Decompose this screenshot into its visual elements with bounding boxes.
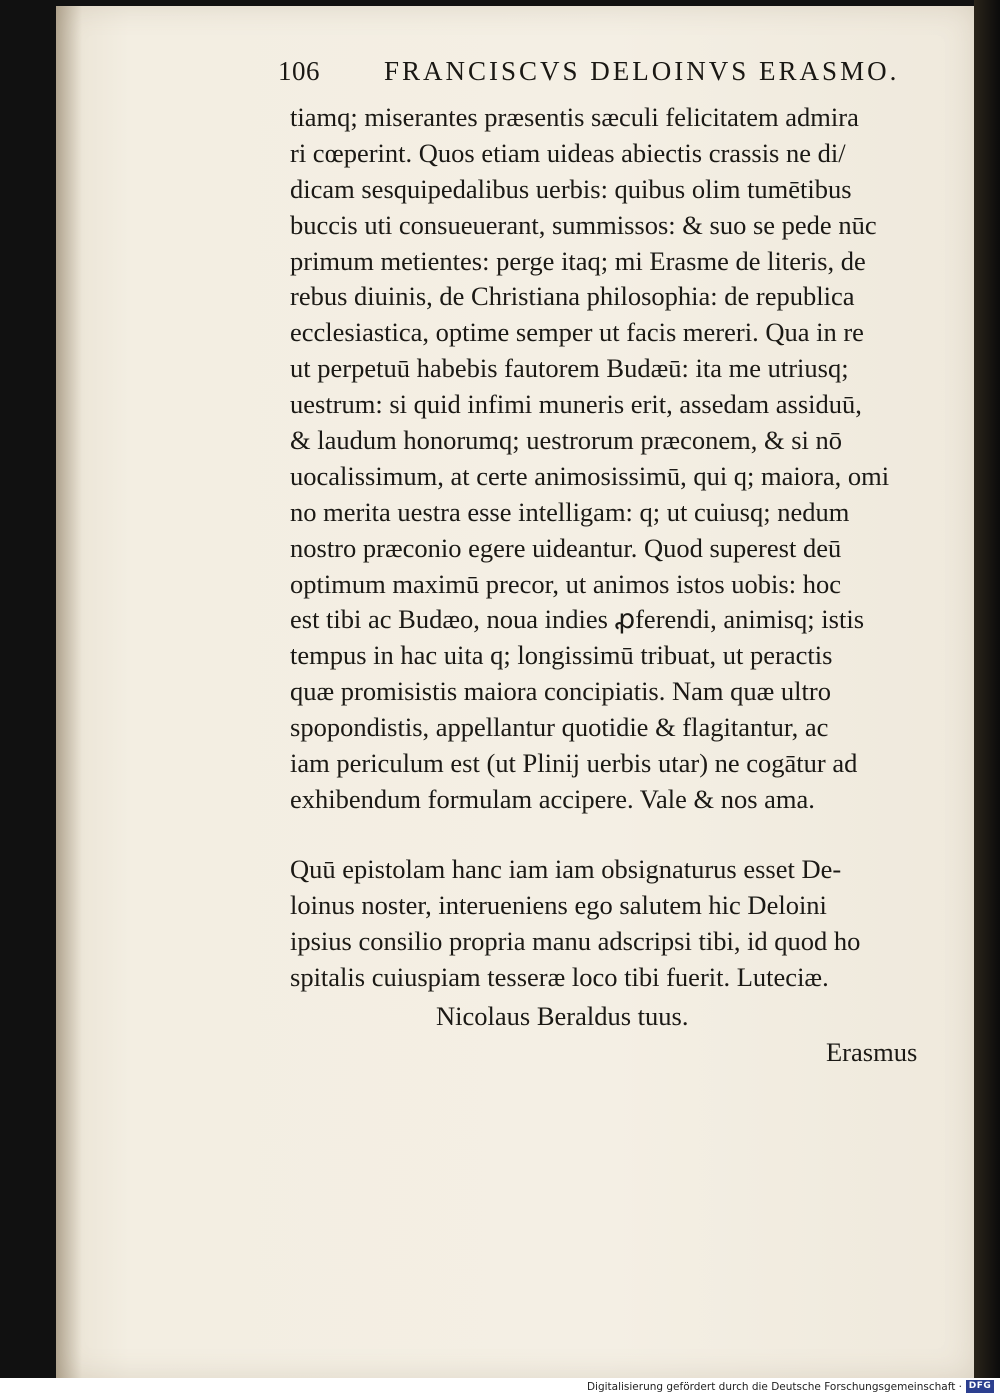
text-line: buccis uti consueuerant, summissos: & suo se pede nūc — [290, 209, 877, 240]
text-line: optimum maximū precor, ut animos istos uobis: hoc — [290, 568, 841, 599]
funding-credit: Digitalisierung gefördert durch die Deutsche Forschungsgemeinschaft · — [586, 1381, 962, 1393]
signature: Nicolaus Beraldus tuus. — [436, 1001, 689, 1031]
text-line: uocalissimum, at certe animosissimū, qui q; maiora, omi — [290, 460, 890, 491]
text-line: ecclesiastica, optime semper ut facis mereri. Qua in re — [290, 317, 864, 348]
gutter-shadow — [56, 6, 82, 1378]
adjacent-page-edge — [974, 0, 1000, 1378]
page-number: 106 — [278, 56, 320, 86]
postscript — [290, 852, 950, 996]
text-line: loinus noster, interueniens ego salutem hic Deloini — [290, 889, 827, 920]
text-line: ipsius consilio propria manu adscripsi tibi, id quod ho — [290, 925, 861, 956]
text-line: ri cœperint. Quos etiam uideas abiectis crassis ne di/ — [290, 137, 846, 168]
text-line: iam periculum est (ut Plinij uerbis utar) ne cogātur ad — [290, 748, 858, 779]
text-line: dicam sesquipedalibus uerbis: quibus olim tumētibus — [290, 173, 852, 204]
text-line: & laudum honorumq; uestrorum præconem, & si nō — [290, 425, 843, 456]
text-line: nostro præconio egere uideantur. Quod superest deū — [290, 532, 842, 563]
footer-bar — [0, 1378, 1000, 1396]
text-line: exhibendum formulam accipere. Vale & nos ama. — [290, 783, 815, 814]
text-line: tempus in hac uita q; longissimū tribuat, ut peractis — [290, 640, 833, 671]
text-line: rebus diuinis, de Christiana philosophia: de republica — [290, 281, 855, 312]
text-line: ut perpetuū habebis fautorem Budæū: ita me utriusq; — [290, 353, 849, 384]
running-title: FRANCISCVS DELOINVS ERASMO. — [384, 56, 900, 86]
catchword: Erasmus — [826, 1037, 918, 1067]
text-line: primum metientes: perge itaq; mi Erasme de literis, de — [290, 245, 866, 276]
text-line: tiamq; miserantes præsentis sæculi felicitatem admira — [290, 102, 859, 132]
text-line: no merita uestra esse intelligam: q; ut cuiusq; nedum — [290, 496, 850, 527]
text-line: spopondistis, appellantur quotidie & flagitantur, ac — [290, 712, 829, 743]
letter-body — [290, 100, 950, 818]
text-line: quæ promisistis maiora concipiatis. Nam quæ ultro — [290, 676, 831, 707]
text-line: uestrum: si quid infimi muneris erit, assedam assiduū, — [290, 389, 862, 420]
dfg-logo-icon: DFG — [966, 1380, 994, 1393]
text-line: spitalis cuiuspiam tesseræ loco tibi fuerit. Luteciæ. — [290, 961, 829, 992]
text-line: Quū epistolam hanc iam iam obsignaturus esset De- — [290, 854, 842, 884]
running-head — [278, 56, 938, 92]
text-line: est tibi ac Budæo, noua indies ꝓferendi, animisq; istis — [290, 604, 865, 635]
